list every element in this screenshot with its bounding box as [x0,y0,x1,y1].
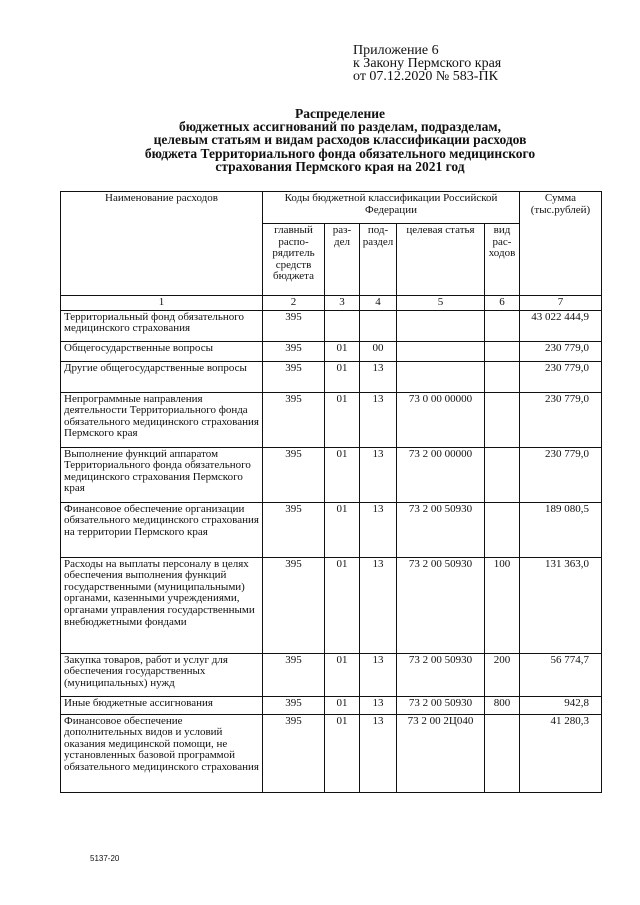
row-target: 73 2 00 2Ц040 [397,714,485,792]
row-podrazdel: 13 [360,653,397,696]
document-title [60,107,620,173]
appendix-line: Приложение 6 [353,43,439,58]
row-name: Другие общегосударственные вопросы [61,361,263,392]
row-sum: 230 779,0 [520,447,602,502]
title-line: бюджета Территориального фонда обязательного медицинского [144,145,536,161]
row-grbs: 395 [263,502,325,557]
row-grbs: 395 [263,696,325,714]
header-razdel: раз- дел [325,224,360,296]
header-sum: Сумма (тыс.рублей) [520,192,602,296]
row-grbs: 395 [263,557,325,653]
row-name: Иные бюджетные ассигнования [61,696,263,714]
row-sum: 41 280,3 [520,714,602,792]
row-name: Выполнение функций аппаратом Территориального фонда обязательного медицинского страхования Пермского края [61,447,263,502]
table-row [61,392,602,447]
row-name: Финансовое обеспечение организации обязательного медицинского страхования на территории Пермского края [61,502,263,557]
row-podrazdel: 13 [360,696,397,714]
row-target: 73 2 00 50930 [397,502,485,557]
row-target: 73 0 00 00000 [397,392,485,447]
column-number: 1 [61,296,263,311]
row-grbs: 395 [263,361,325,392]
table-row [61,502,602,557]
column-number: 4 [360,296,397,311]
appendix-reference [353,44,501,83]
row-razdel: 01 [325,557,360,653]
column-number: 7 [520,296,602,311]
row-name: Финансовое обеспечение дополнительных видов и условий оказания медицинской помощи, не установленных базовой программой обязательного медицинского страхования [61,714,263,792]
table-row [61,361,602,392]
row-sum: 942,8 [520,696,602,714]
row-name: Расходы на выплаты персоналу в целях обеспечения выполнения функций государственными (муниципальными) органами, казенными учреждениями, органами управления государственными внебюджетными фондами [61,557,263,653]
row-podrazdel: 13 [360,447,397,502]
appendix-line: от 07.12.2020 № 583-ПК [353,69,498,84]
row-expense-type: 200 [485,653,520,696]
row-expense-type [485,447,520,502]
row-razdel: 01 [325,392,360,447]
table-row [61,714,602,792]
row-expense-type [485,341,520,361]
row-sum: 189 080,5 [520,502,602,557]
appendix-line: к Закону Пермского края [353,56,502,71]
table-row [61,341,602,361]
row-razdel: 01 [325,341,360,361]
row-name: Непрограммные направления деятельности Территориального фонда обязательного медицинского страхования Пермского края [61,392,263,447]
table-row [61,557,602,653]
row-razdel: 01 [325,502,360,557]
row-sum: 131 363,0 [520,557,602,653]
table-body [61,310,602,792]
row-grbs: 395 [263,310,325,341]
title-line: страхования Пермского края на 2021 год [215,158,465,174]
row-expense-type [485,502,520,557]
row-podrazdel: 13 [360,392,397,447]
row-podrazdel: 13 [360,361,397,392]
row-razdel: 01 [325,696,360,714]
row-grbs: 395 [263,392,325,447]
row-name: Общегосударственные вопросы [61,341,263,361]
row-razdel: 01 [325,361,360,392]
column-number: 5 [397,296,485,311]
document-code: 5137-20 [90,854,120,863]
header-name: Наименование расходов [61,192,263,296]
column-number: 3 [325,296,360,311]
row-expense-type: 800 [485,696,520,714]
row-grbs: 395 [263,714,325,792]
row-expense-type [485,392,520,447]
row-podrazdel [360,310,397,341]
row-razdel: 01 [325,653,360,696]
row-sum: 56 774,7 [520,653,602,696]
row-expense-type: 100 [485,557,520,653]
header-grbs: главный распо- рядитель средств бюджета [263,224,325,296]
row-sum: 230 779,0 [520,341,602,361]
header-target: целевая статья [397,224,485,296]
row-target: 73 2 00 50930 [397,557,485,653]
title-line: Распределение [294,106,386,121]
table-row [61,310,602,341]
row-razdel: 01 [325,714,360,792]
row-name: Закупка товаров, работ и услуг для обеспечения государственных (муниципальных) нужд [61,653,263,696]
row-expense-type [485,310,520,341]
row-sum: 43 022 444,9 [520,310,602,341]
header-expense-type: вид рас- ходов [485,224,520,296]
table-row [61,447,602,502]
header-podrazdel: под- раздел [360,224,397,296]
title-line: бюджетных ассигнований по разделам, подразделам, [179,119,501,135]
row-name: Территориальный фонд обязательного медицинского страхования [61,310,263,341]
row-target [397,310,485,341]
row-sum: 230 779,0 [520,392,602,447]
column-number-row [61,296,602,311]
row-razdel: 01 [325,447,360,502]
title-line: целевым статьям и видам расходов классификации расходов [153,132,527,148]
table-row [61,653,602,696]
row-expense-type [485,361,520,392]
row-podrazdel: 00 [360,341,397,361]
row-razdel [325,310,360,341]
header-row [61,192,602,224]
column-number: 2 [263,296,325,311]
row-podrazdel: 13 [360,714,397,792]
row-target [397,361,485,392]
row-grbs: 395 [263,653,325,696]
table-row [61,696,602,714]
row-target [397,341,485,361]
row-sum: 230 779,0 [520,361,602,392]
budget-table [60,191,602,793]
row-target: 73 2 00 50930 [397,696,485,714]
row-target: 73 2 00 50930 [397,653,485,696]
row-grbs: 395 [263,447,325,502]
row-podrazdel: 13 [360,557,397,653]
column-number: 6 [485,296,520,311]
row-grbs: 395 [263,341,325,361]
header-codes: Коды бюджетной классификации Российской Федерации [263,192,520,224]
row-podrazdel: 13 [360,502,397,557]
row-expense-type [485,714,520,792]
row-target: 73 2 00 00000 [397,447,485,502]
